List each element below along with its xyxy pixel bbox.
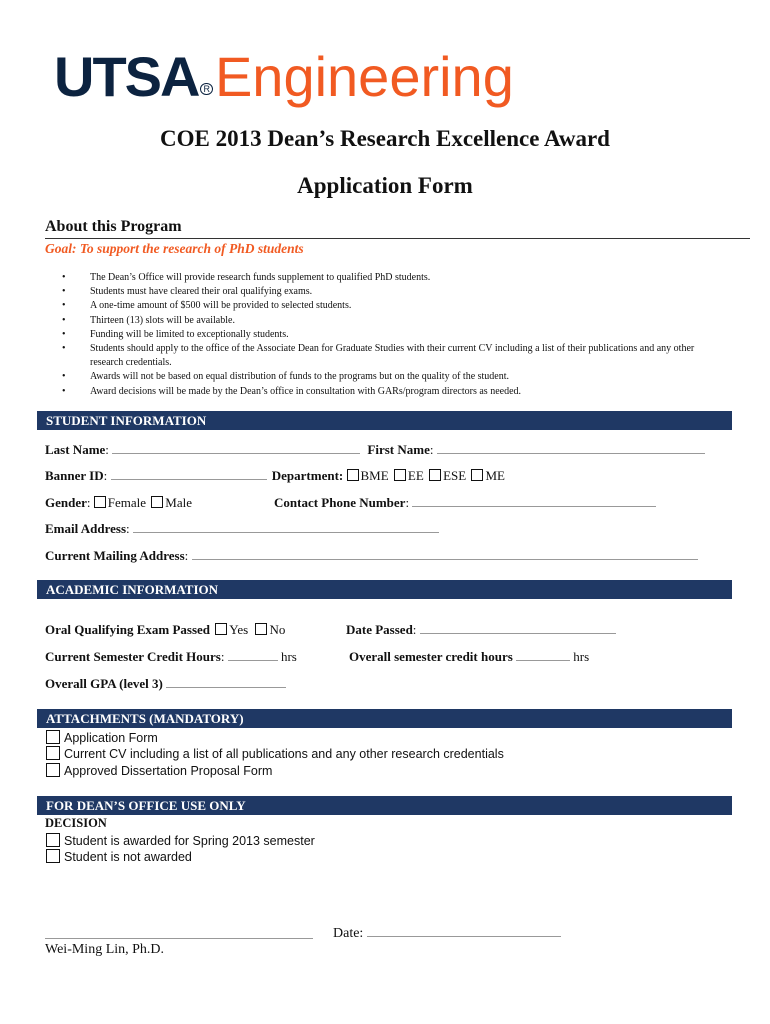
- credit-hours-row: Current Semester Credit Hours: hrs: [45, 649, 297, 664]
- student-info-header: STUDENT INFORMATION: [37, 411, 732, 430]
- attachment-item: [46, 746, 504, 761]
- gpa-field[interactable]: [166, 676, 286, 688]
- bullet-item: • Award decisions will be made by the Dean’s office in consultation with GARs/program directors as needed.: [62, 385, 722, 399]
- cv-checkbox[interactable]: [46, 746, 60, 760]
- credit-hours-field[interactable]: [228, 649, 278, 661]
- date-row: [333, 924, 561, 942]
- oral-exam-row: [45, 622, 285, 638]
- last-name-field[interactable]: [112, 442, 360, 454]
- attachment-item: [46, 763, 272, 778]
- page-subtitle: Application Form: [297, 173, 473, 198]
- banner-id-field[interactable]: [111, 468, 267, 480]
- bullet-item: • Thirteen (13) slots will be available.: [62, 314, 722, 328]
- dissertation-proposal-checkbox[interactable]: [46, 763, 60, 777]
- gender-phone-row: Gender: Female Male: [45, 495, 192, 510]
- male-label: Male: [165, 495, 192, 510]
- oral-yes-checkbox[interactable]: [215, 623, 227, 635]
- phone-row: Contact Phone Number:: [274, 495, 656, 511]
- decision-option-label: Student is awarded for Spring 2013 semester: [64, 834, 315, 848]
- program-bullets: [62, 271, 722, 399]
- date-passed-label: Date Passed: [346, 622, 413, 637]
- credit-hours-unit: hrs: [280, 649, 297, 664]
- female-checkbox[interactable]: [94, 496, 106, 508]
- date-field[interactable]: [367, 924, 561, 937]
- logo-registered-mark: R: [200, 83, 213, 95]
- credit-hours-label: Current Semester Credit Hours: [45, 649, 221, 664]
- email-label: Email Address: [45, 521, 127, 536]
- oral-no-label: No: [269, 622, 286, 637]
- utsa-engineering-logo: [54, 44, 514, 108]
- ese-checkbox[interactable]: [429, 469, 441, 481]
- oral-yes-label: Yes: [229, 622, 249, 637]
- banner-id-label: Banner ID: [45, 468, 104, 483]
- overall-hours-field[interactable]: [516, 649, 570, 661]
- name-row: Last Name: First Name:: [45, 442, 705, 458]
- deans-office-header: FOR DEAN’S OFFICE USE ONLY: [37, 796, 732, 815]
- department-label: Department:: [271, 468, 344, 483]
- bme-label: BME: [360, 468, 389, 483]
- overall-hours-unit: hrs: [573, 649, 590, 664]
- phone-field[interactable]: [412, 495, 656, 507]
- email-row: Email Address:: [45, 521, 439, 537]
- gpa-row: [45, 676, 286, 692]
- female-label: Female: [107, 495, 147, 510]
- ee-checkbox[interactable]: [394, 469, 406, 481]
- logo-utsa: UTSA: [54, 45, 199, 108]
- bme-checkbox[interactable]: [347, 469, 359, 481]
- email-field[interactable]: [133, 521, 439, 533]
- attachments-header: ATTACHMENTS (MANDATORY): [37, 709, 732, 728]
- bullet-item: • Students must have cleared their oral qualifying exams.: [62, 285, 722, 299]
- application-form-checkbox[interactable]: [46, 730, 60, 744]
- awarded-checkbox[interactable]: [46, 833, 60, 847]
- date-passed-row: Date Passed:: [346, 622, 616, 638]
- decision-option: [46, 849, 192, 864]
- decision-option: [46, 833, 315, 848]
- academic-info-header: ACADEMIC INFORMATION: [37, 580, 732, 599]
- overall-hours-label: Overall semester credit hours: [349, 649, 513, 664]
- decision-label: DECISION: [45, 816, 107, 830]
- oral-exam-label: Oral Qualifying Exam Passed: [45, 622, 211, 637]
- logo-engineering: Engineering: [214, 45, 514, 108]
- gpa-label: Overall GPA (level 3): [45, 676, 163, 691]
- me-checkbox[interactable]: [471, 469, 483, 481]
- oral-no-checkbox[interactable]: [255, 623, 267, 635]
- male-checkbox[interactable]: [151, 496, 163, 508]
- bullet-item: • Students should apply to the office of the Associate Dean for Graduate Studies with their current CV including a list of their publications and any other research credentials.: [62, 342, 722, 370]
- me-label: ME: [485, 468, 505, 483]
- attachment-label: Application Form: [64, 731, 158, 745]
- overall-hours-row: [349, 649, 589, 665]
- ee-label: EE: [407, 468, 424, 483]
- attachment-label: Current CV including a list of all publications and any other research credentials: [64, 747, 504, 761]
- bullet-item: • A one-time amount of $500 will be provided to selected students.: [62, 299, 722, 313]
- decision-option-label: Student is not awarded: [64, 850, 192, 864]
- ese-label: ESE: [443, 468, 467, 483]
- goal-text: Goal: To support the research of PhD students: [45, 241, 304, 256]
- gender-label: Gender: [45, 495, 87, 510]
- first-name-label: First Name: [367, 442, 430, 457]
- not-awarded-checkbox[interactable]: [46, 849, 60, 863]
- date-passed-field[interactable]: [420, 622, 616, 634]
- banner-dept-row: Banner ID: Department: BME EE ESE ME: [45, 468, 505, 483]
- first-name-field[interactable]: [437, 442, 705, 454]
- phone-label: Contact Phone Number: [274, 495, 406, 510]
- about-heading: About this Program: [45, 218, 750, 239]
- attachment-label: Approved Dissertation Proposal Form: [64, 764, 273, 778]
- signer-name: Wei-Ming Lin, Ph.D.: [45, 942, 165, 957]
- last-name-label: Last Name: [45, 442, 106, 457]
- page-title: COE 2013 Dean’s Research Excellence Award: [160, 126, 610, 151]
- bullet-item: • Funding will be limited to exceptionally students.: [62, 328, 722, 342]
- mailing-row: Current Mailing Address:: [45, 548, 698, 564]
- bullet-item: • Awards will not be based on equal distribution of funds to the programs but on the quality of the student.: [62, 370, 722, 384]
- mailing-label: Current Mailing Address: [45, 548, 185, 563]
- bullet-item: • The Dean’s Office will provide research funds supplement to qualified PhD students.: [62, 271, 722, 285]
- mailing-field[interactable]: [192, 548, 698, 560]
- attachment-item: [46, 730, 158, 745]
- date-label: Date:: [333, 926, 364, 941]
- signature-line[interactable]: [45, 938, 313, 939]
